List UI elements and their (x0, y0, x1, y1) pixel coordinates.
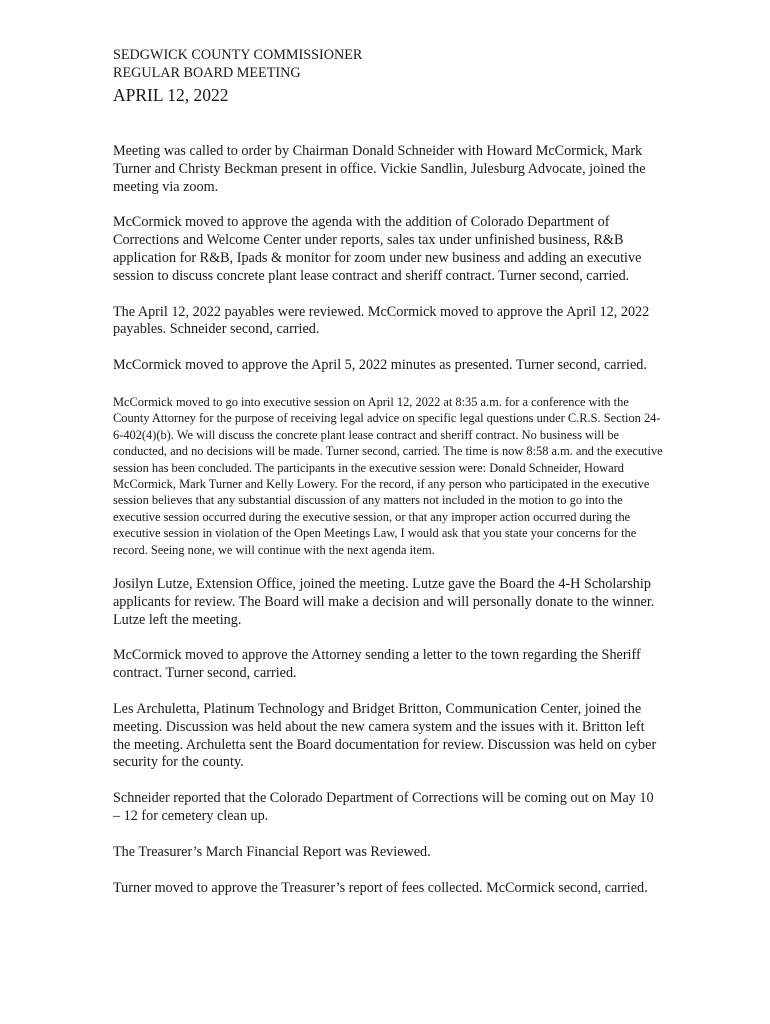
paragraph-fees-collected: Turner moved to approve the Treasurer’s report of fees collected. McCormick second, carried. (113, 879, 648, 896)
paragraph-financial-report: The Treasurer’s March Financial Report was Reviewed. (113, 843, 431, 860)
meeting-date: APRIL 12, 2022 (113, 85, 229, 105)
paragraph-attorney-letter: McCormick moved to approve the Attorney sending a letter to the town regarding the Sheriff contract. Turner second, carried. (113, 647, 641, 682)
paragraph-executive-session: McCormick moved to go into executive session on April 12, 2022 at 8:35 a.m. for a conference with the County Attorney for the purpose of receiving legal advice on specific legal questions under C.R.S. Section 24-6-402(4)(b). We will discuss the concrete plant lease contract and sheriff contract. No business will be conducted, and no decisions will be made. Turner second, carried. The time is now 8:58 a.m. and the executive session has been concluded. The participants in the executive session were: Donald Schneider, Howard McCormick, Mark Turner and Kelly Lowery. For the record, if any person who participated in the executive session believes that any substantial discussion of any matters not included in the motion to go into the executive session occurred during the executive session, or that any improper action occurred during the executive session in violation of the Open Meetings Law, I would ask that you state your concerns for the record. Seeing none, we will continue with the next agenda item. (113, 394, 663, 557)
paragraph-platinum-technology: Les Archuletta, Platinum Technology and Bridget Britton, Communication Center, joined the meeting. Discussion was held about the new camera system and the issues with it. Britton left the meeting. Archuletta sent the Board documentation for review. Discussion was held on cyber security for the county. (113, 701, 657, 771)
paragraph-payables: The April 12, 2022 payables were reviewed. McCormick moved to approve the April 12, 2022 payables. Schneider second, carried. (113, 303, 650, 338)
paragraph-corrections-report: Schneider reported that the Colorado Department of Corrections will be coming out on May 10 – 12 for cemetery clean up. (113, 790, 654, 824)
county-title: SEDGWICK COUNTY COMMISSIONER (113, 47, 363, 63)
paragraph-minutes-approval: McCormick moved to approve the April 5, 2022 minutes as presented. Turner second, carried. (113, 357, 647, 374)
paragraph-extension-office: Josilyn Lutze, Extension Office, joined the meeting. Lutze gave the Board the 4-H Scholarship applicants for review. The Board will make a decision and will personally donate to the winner. Lutze left the meeting. (113, 576, 655, 628)
meeting-type: REGULAR BOARD MEETING (113, 65, 301, 81)
minutes-page (113, 46, 663, 897)
paragraph-agenda-motion: McCormick moved to approve the agenda with the addition of Colorado Department of Corrections and Welcome Center under reports, sales tax under unfinished business, R&B application for R&B, Ipads & monitor for zoom under new business and adding an executive session to discuss concrete plant lease contract and sheriff contract. Turner second, carried. (113, 214, 642, 284)
paragraph-call-to-order: Meeting was called to order by Chairman Donald Schneider with Howard McCormick, Mark Turner and Christy Beckman present in office. Vickie Sandlin, Julesburg Advocate, joined the meeting via zoom. (113, 143, 646, 195)
